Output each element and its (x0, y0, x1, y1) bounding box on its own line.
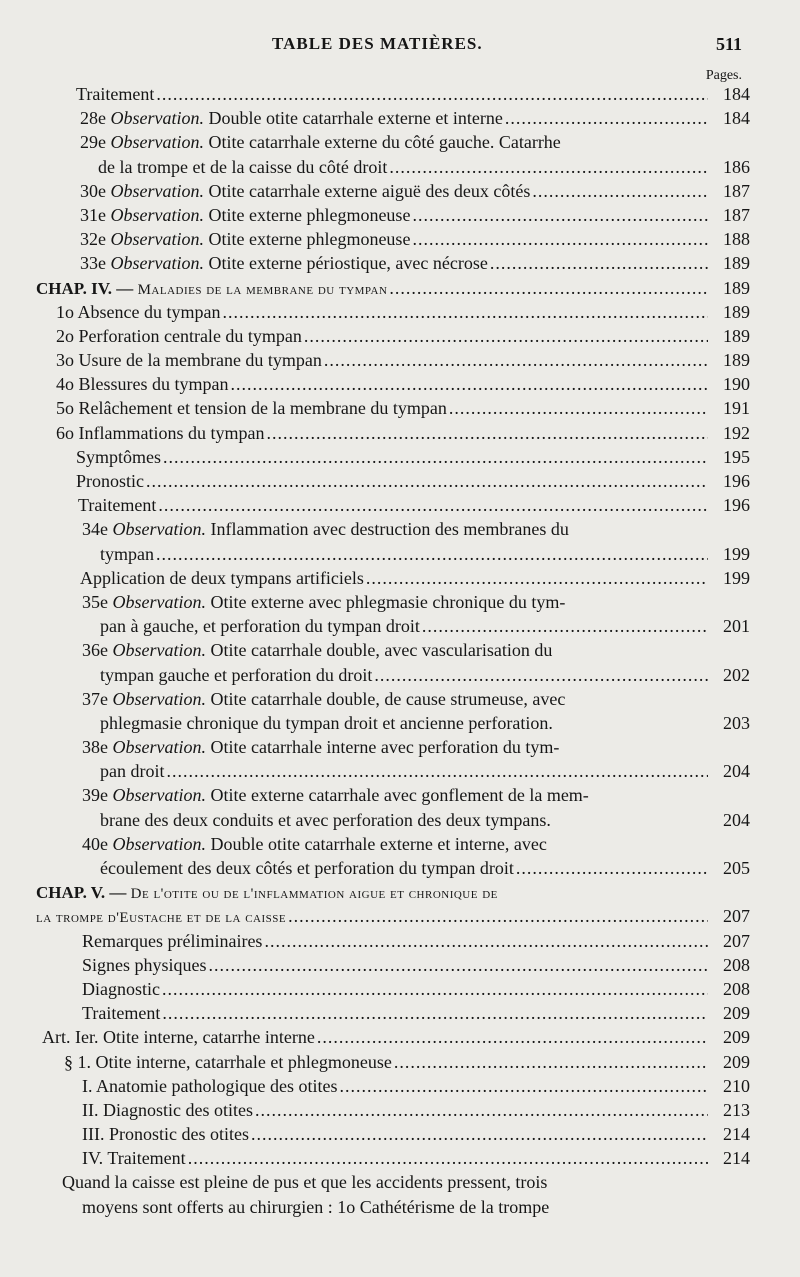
toc-entry (100, 856, 750, 880)
page-reference: 203 (723, 712, 750, 733)
toc-row (0, 1025, 800, 1049)
page-reference: 199 (723, 567, 750, 588)
entry-title: Otite catarrhale externe du côté gauche. Catarrhe (204, 132, 561, 153)
entry-title: tympan gauche et perforation du droit (100, 664, 373, 685)
leader-dots (156, 82, 708, 106)
toc-entry-text (56, 348, 322, 372)
toc-row (0, 82, 800, 106)
toc-entry (82, 517, 750, 541)
leader-dots (288, 904, 708, 928)
leader-dots (163, 445, 708, 469)
page-reference: 204 (723, 809, 750, 830)
toc-row (0, 469, 800, 493)
toc-entry (82, 832, 750, 856)
observation-label: Observation. (112, 591, 206, 612)
toc-row (0, 566, 800, 590)
page-reference: 187 (723, 204, 750, 225)
page-reference: 209 (723, 1003, 750, 1024)
toc-entry (82, 783, 750, 807)
toc-row (0, 300, 800, 324)
observation-number: 35e (82, 591, 113, 612)
leader-dots (532, 179, 708, 203)
toc-entry-text (56, 396, 447, 420)
leader-dots (389, 276, 708, 300)
entry-title: 1o Absence du tympan (56, 301, 221, 322)
page-reference: 196 (723, 471, 750, 491)
page-reference: 199 (723, 543, 750, 564)
toc-row (0, 542, 800, 566)
page-reference: 208 (723, 978, 750, 999)
leader-dots (255, 1098, 708, 1122)
observation-label: Observation. (110, 204, 204, 225)
toc-entry (80, 179, 750, 203)
leader-dots (156, 542, 708, 566)
page-reference: 192 (723, 422, 750, 443)
observation-label: Observation. (110, 108, 204, 129)
entry-title: Pronostic (76, 471, 145, 491)
toc-entry (36, 904, 750, 930)
leader-dots (209, 953, 708, 977)
leader-dots (231, 372, 709, 396)
page-reference: 209 (723, 1051, 750, 1072)
toc-entry (62, 1170, 750, 1194)
toc-entry (82, 1098, 750, 1122)
toc-entry (76, 82, 750, 106)
toc-entry (78, 493, 750, 517)
page-reference: 210 (723, 1075, 750, 1096)
toc-row (0, 493, 800, 517)
page-reference: 204 (723, 761, 750, 782)
page-reference: 201 (723, 616, 750, 637)
entry-title: écoulement des deux côtés et perforation du tympan droit (100, 858, 514, 878)
toc-row (0, 203, 800, 227)
toc-entry-text (78, 493, 156, 517)
toc-row (0, 663, 800, 687)
page-reference: 214 (723, 1148, 750, 1169)
toc-entry (82, 687, 750, 711)
leader-dots (266, 421, 708, 445)
entry-title: I. Anatomie pathologique des otites (82, 1075, 338, 1096)
toc-entry-text (98, 155, 387, 179)
toc-entry-text (80, 566, 364, 590)
observation-number: 38e (82, 737, 113, 758)
page-reference: 189 (723, 277, 750, 298)
leader-dots (389, 155, 708, 179)
pages-column-label: Pages. (705, 68, 742, 83)
observation-label: Observation. (112, 785, 206, 806)
toc-entry (82, 977, 750, 1001)
toc-entry-text (100, 759, 165, 783)
observation-number: 30e (80, 180, 111, 201)
toc-row (0, 324, 800, 348)
page-reference: 205 (723, 858, 750, 878)
leader-dots (251, 1122, 708, 1146)
entry-title: Quand la caisse est pleine de pus et que les accidents pressent, trois (62, 1172, 548, 1193)
toc-entry-text (82, 1146, 186, 1170)
toc-row (0, 1001, 800, 1025)
entry-title: 2o Perforation centrale du tympan (56, 325, 302, 346)
toc-entry-text (82, 638, 552, 662)
leader-dots (146, 469, 708, 493)
toc-entry-text (100, 663, 372, 687)
toc-row (0, 445, 800, 469)
toc-row (0, 977, 800, 1001)
toc-entry (100, 663, 750, 687)
entry-title: 3o Usure de la membrane du tympan (56, 350, 322, 371)
toc-entry-text (82, 687, 565, 711)
entry-title: brane des deux conduits et avec perforation des deux tympans. (100, 809, 551, 830)
entry-title: pan droit (100, 761, 165, 782)
leader-dots (516, 856, 708, 880)
page-reference: 189 (723, 301, 750, 322)
toc-row (0, 106, 800, 130)
toc-entry-text (80, 251, 488, 275)
observation-number: 28e (80, 108, 111, 129)
toc-row (0, 276, 800, 300)
page-reference: 207 (723, 906, 750, 927)
toc-entry-text (80, 179, 530, 203)
toc-entry (80, 251, 750, 275)
toc-entry (36, 276, 750, 302)
toc-row (0, 396, 800, 420)
toc-entry (82, 953, 750, 977)
entry-title: III. Pronostic des otites (82, 1124, 249, 1145)
toc-entry-text (82, 977, 160, 1001)
toc-entry-text (82, 590, 565, 614)
entry-title: Traitement (76, 84, 155, 104)
observation-number: 34e (82, 519, 113, 540)
toc-entry-text (82, 832, 547, 856)
entry-title: Double otite catarrhale externe et interne (204, 108, 503, 129)
chapter-label: CHAP. V. — (36, 883, 131, 903)
toc-row (0, 1122, 800, 1146)
leader-dots (222, 300, 708, 324)
page-reference: 189 (723, 350, 750, 371)
entry-title: Otite externe périostique, avec nécrose (204, 253, 488, 274)
observation-number: 39e (82, 785, 113, 806)
toc-entry-text (82, 1074, 337, 1098)
toc-entry (100, 542, 750, 566)
toc-row (0, 517, 800, 541)
leader-dots (422, 614, 708, 638)
toc-entry (82, 1146, 750, 1170)
entry-title: § 1. Otite interne, catarrhale et phlegmoneuse (64, 1051, 392, 1072)
toc-entry (82, 735, 750, 759)
toc-entry-text (56, 300, 220, 324)
toc-row (0, 372, 800, 396)
page-reference: 188 (723, 229, 750, 250)
toc-row (0, 735, 800, 759)
leader-dots (304, 324, 708, 348)
entry-title: Otite catarrhale double, avec vascularisation du (206, 640, 553, 661)
leader-dots (449, 396, 708, 420)
toc-entry-text (62, 1170, 547, 1194)
toc-entry (56, 372, 750, 396)
page-reference: 202 (723, 664, 750, 685)
chapter-heading: Maladies de la membrane du tympan (137, 281, 388, 298)
page-reference: 184 (723, 84, 750, 104)
toc-entry-text (100, 856, 514, 880)
observation-label: Observation. (112, 519, 206, 540)
toc-entry-text (82, 735, 559, 759)
page-reference: 214 (723, 1124, 750, 1145)
toc-entry-text (76, 469, 144, 493)
observation-label: Observation. (112, 833, 206, 854)
toc-row (0, 1146, 800, 1170)
leader-dots (324, 348, 708, 372)
leader-dots (505, 106, 708, 130)
leader-dots (158, 493, 708, 517)
toc-row (0, 1170, 800, 1194)
toc-entry-text (80, 106, 503, 130)
observation-label: Observation. (110, 132, 204, 153)
toc-entry-text (82, 929, 262, 953)
toc-entry (76, 445, 750, 469)
toc-row (0, 155, 800, 179)
toc-entry (100, 614, 750, 638)
toc-row (0, 227, 800, 251)
page-reference: 196 (723, 495, 750, 516)
observation-number: 31e (80, 204, 111, 225)
article-label: Art. Ier. (42, 1027, 99, 1048)
entry-title: Double otite catarrhale externe et interne, avec (206, 833, 547, 854)
toc-row (0, 904, 800, 928)
toc-entry-text (64, 1050, 392, 1074)
toc-entry-text (56, 421, 264, 445)
toc-entry-text (56, 324, 302, 348)
entry-title: IV. Traitement (82, 1148, 186, 1169)
leader-dots (394, 1050, 708, 1074)
toc-row (0, 880, 800, 904)
toc-row (0, 856, 800, 880)
entry-title: Otite catarrhale interne avec perforation du tym- (206, 737, 560, 758)
toc-entry-text (82, 1098, 253, 1122)
observation-number: 36e (82, 640, 113, 661)
entry-title: Remarques préliminaires (82, 930, 263, 951)
leader-dots (374, 663, 708, 687)
toc-row (0, 614, 800, 638)
toc-row (0, 759, 800, 783)
toc-entry-text (82, 1001, 160, 1025)
toc-entry (56, 300, 750, 324)
toc-row (0, 251, 800, 275)
page-title: TABLE DES MATIÈRES. (272, 34, 483, 53)
toc-row (0, 638, 800, 662)
toc-row (0, 808, 800, 832)
entry-title: 6o Inflammations du tympan (56, 422, 265, 443)
page-reference: 189 (723, 325, 750, 346)
running-header (0, 34, 800, 60)
toc-entry-text (80, 130, 561, 154)
toc-entry-text (100, 614, 420, 638)
toc-entry (100, 759, 750, 783)
toc-entry (82, 1074, 750, 1098)
entry-title: II. Diagnostic des otites (82, 1099, 253, 1120)
toc-entry (80, 130, 750, 154)
toc-row (0, 348, 800, 372)
observation-number: 29e (80, 132, 111, 153)
toc-row (0, 783, 800, 807)
toc-row (0, 711, 800, 735)
toc-row (0, 1098, 800, 1122)
leader-dots (412, 227, 708, 251)
entry-title: 5o Relâchement et tension de la membrane du tympan (56, 398, 447, 419)
page-reference: 189 (723, 253, 750, 274)
entry-title: Application de deux tympans artificiels (80, 567, 364, 588)
toc-row (0, 1195, 800, 1219)
entry-title: Diagnostic (82, 978, 160, 999)
entry-title: de la trompe et de la caisse du côté droit (98, 156, 388, 177)
entry-title: phlegmasie chronique du tympan droit et ancienne perforation. (100, 712, 553, 733)
toc-entry (36, 880, 750, 906)
toc-entry-text (100, 711, 553, 735)
toc-entry-text (76, 445, 161, 469)
entry-title: Inflammation avec destruction des membranes du (206, 519, 569, 540)
entry-title: Otite catarrhale externe aiguë des deux côtés (204, 180, 531, 201)
toc-entry (100, 808, 750, 832)
leader-dots (264, 929, 708, 953)
page-reference: 187 (723, 180, 750, 201)
entry-title: Otite catarrhale double, de cause strumeuse, avec (206, 688, 566, 709)
observation-number: 40e (82, 833, 113, 854)
toc-row (0, 687, 800, 711)
table-of-contents (0, 82, 800, 1219)
page-reference: 213 (723, 1099, 750, 1120)
toc-entry-text (100, 542, 154, 566)
toc-entry (80, 203, 750, 227)
leader-dots (167, 759, 709, 783)
toc-entry-text (56, 372, 229, 396)
toc-entry-text (36, 904, 286, 930)
leader-dots (317, 1025, 708, 1049)
observation-number: 33e (80, 253, 111, 274)
toc-entry-text (100, 808, 551, 832)
entry-title: tympan (100, 543, 154, 564)
observation-number: 37e (82, 688, 113, 709)
toc-row (0, 590, 800, 614)
toc-entry (56, 396, 750, 420)
toc-entry-text (82, 783, 589, 807)
toc-row (0, 929, 800, 953)
leader-dots (162, 1001, 708, 1025)
entry-title: moyens sont offerts au chirurgien : 1o Cathétérisme de la trompe (82, 1196, 550, 1217)
toc-entry-text (82, 1195, 549, 1219)
toc-row (0, 953, 800, 977)
toc-entry-text (80, 203, 410, 227)
entry-title: 4o Blessures du tympan (56, 374, 229, 395)
observation-label: Observation. (110, 229, 204, 250)
toc-entry (56, 348, 750, 372)
entry-title: Otite interne, catarrhe interne (98, 1027, 315, 1048)
page-reference: 190 (723, 374, 750, 395)
chapter-heading: la trompe d'Eustache et de la caisse (36, 910, 287, 927)
entry-title: Otite externe avec phlegmasie chronique du tym- (206, 591, 566, 612)
observation-label: Observation. (110, 253, 204, 274)
entry-title: Symptômes (76, 446, 162, 467)
leader-dots (490, 251, 708, 275)
toc-entry-text (36, 880, 498, 906)
toc-entry (82, 1122, 750, 1146)
chapter-label: CHAP. IV. — (36, 278, 138, 298)
entry-title: pan à gauche, et perforation du tympan droit (100, 616, 420, 637)
entry-title: Otite externe phlegmoneuse (204, 204, 411, 225)
entry-title: Traitement (78, 495, 157, 516)
observation-number: 32e (80, 229, 111, 250)
toc-row (0, 1050, 800, 1074)
toc-entry-text (80, 227, 410, 251)
toc-entry (56, 324, 750, 348)
entry-title: Traitement (82, 1003, 161, 1024)
page-reference: 209 (723, 1027, 750, 1048)
leader-dots (339, 1074, 708, 1098)
page-reference: 184 (723, 108, 750, 129)
toc-entry (82, 590, 750, 614)
page-reference: 191 (723, 398, 750, 419)
toc-entry (42, 1025, 750, 1049)
observation-label: Observation. (112, 688, 206, 709)
chapter-heading: De l'otite ou de l'inflammation aigue et chronique de (130, 886, 498, 903)
leader-dots (162, 977, 708, 1001)
toc-entry (76, 469, 750, 493)
toc-entry-text (36, 276, 387, 302)
toc-row (0, 421, 800, 445)
entry-title: Signes physiques (82, 954, 207, 975)
toc-entry (80, 227, 750, 251)
entry-title: Otite externe catarrhale avec gonflement de la mem- (206, 785, 589, 806)
page-reference: 208 (723, 954, 750, 975)
toc-entry-text (76, 82, 154, 106)
observation-label: Observation. (110, 180, 204, 201)
toc-entry (64, 1050, 750, 1074)
page-number: 511 (715, 34, 742, 54)
leader-dots (412, 203, 708, 227)
toc-entry-text (42, 1025, 315, 1049)
page-reference: 207 (723, 930, 750, 951)
toc-row (0, 179, 800, 203)
page-reference: 195 (723, 446, 750, 467)
toc-entry (82, 1001, 750, 1025)
leader-dots (188, 1146, 708, 1170)
toc-entry (82, 929, 750, 953)
observation-label: Observation. (112, 640, 206, 661)
toc-entry (100, 711, 750, 735)
toc-entry-text (82, 953, 207, 977)
toc-entry-text (82, 517, 569, 541)
toc-entry (82, 638, 750, 662)
entry-title: Otite externe phlegmoneuse (204, 229, 411, 250)
leader-dots (366, 566, 708, 590)
toc-entry (82, 1195, 750, 1219)
toc-entry (80, 106, 750, 130)
toc-row (0, 832, 800, 856)
page-reference: 186 (723, 156, 750, 177)
toc-entry (56, 421, 750, 445)
toc-entry (80, 566, 750, 590)
toc-row (0, 130, 800, 154)
observation-label: Observation. (112, 737, 206, 758)
toc-entry (98, 155, 750, 179)
toc-row (0, 1074, 800, 1098)
toc-entry-text (82, 1122, 249, 1146)
